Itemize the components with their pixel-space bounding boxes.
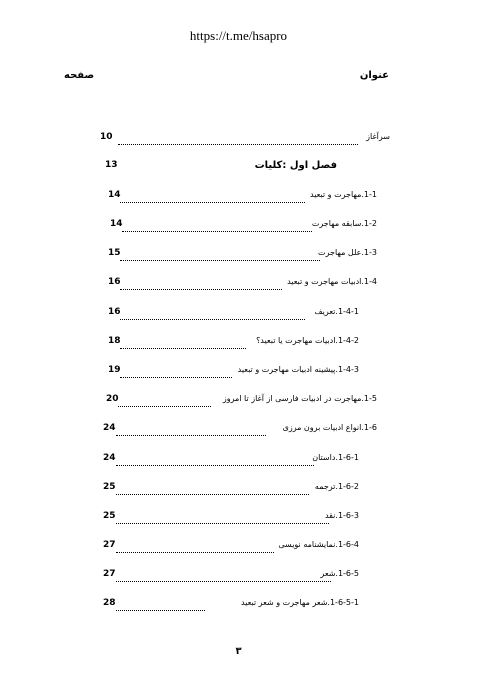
toc-entry-text: 1-1.مهاجرت و تبعید [310, 190, 377, 199]
leader-dots [120, 277, 282, 290]
leader-dots [118, 132, 358, 145]
toc-entry-text: فصل اول :کلیات [254, 160, 337, 171]
leader-dots [116, 423, 266, 436]
toc-page-number: 28 [103, 598, 116, 608]
toc-page-number: 13 [105, 160, 118, 170]
toc-entry-text: سرآغاز [366, 132, 390, 141]
toc-entry-text: 1-6-4.نمایشنامه نویسی [278, 540, 359, 549]
toc-entry-text: 1-4-1.تعریف [314, 307, 359, 316]
toc-entry-text: 1-3.علل مهاجرت [318, 248, 377, 257]
toc-page-number: 14 [108, 190, 121, 200]
toc-page-number: 14 [110, 219, 123, 229]
toc-entry-text: 1-4-3.پیشینه ادبیات مهاجرت و تبعید [237, 365, 359, 374]
toc-entry-text: 1-6-3.نقد [324, 511, 359, 520]
leader-dots [116, 540, 274, 553]
leader-dots [120, 307, 305, 320]
page-column-title: صفحه [64, 70, 95, 81]
toc-entry-text: 1-6-5-1.شعر مهاجرت و شعر تبعید [241, 598, 359, 607]
toc-page-number: 16 [108, 277, 121, 287]
toc-page-number: 24 [103, 453, 116, 463]
toc-entry-text: 1-5.مهاجرت در ادبیات فارسی از آغاز تا امروز [222, 394, 377, 403]
toc-page-number: 25 [103, 482, 116, 492]
toc-entry-text: 1-2.سابقه مهاجرت [311, 219, 377, 228]
leader-dots [120, 190, 305, 203]
toc-entry-text: 1-4.ادبیات مهاجرت و تبعید [287, 277, 377, 286]
toc-entry-text: 1-6.انواع ادبیات برون مرزی [282, 423, 377, 432]
leader-dots [116, 598, 205, 611]
toc-page-number: 10 [100, 132, 113, 142]
toc-page-number: 18 [108, 336, 121, 346]
leader-dots [120, 248, 320, 261]
leader-dots [116, 569, 331, 582]
header-url: https://t.me/hsapro [189, 28, 288, 43]
toc-entry-text: 1-6-5.شعر [320, 569, 359, 578]
toc-page-number: 16 [108, 307, 121, 317]
leader-dots [122, 219, 312, 232]
leader-dots [116, 453, 314, 466]
footer-page-number: ۳ [235, 646, 242, 657]
toc-page-number: 25 [103, 511, 116, 521]
leader-dots [116, 511, 329, 524]
toc-entry-text: 1-4-2.ادبیات مهاجرت یا تبعید؟ [256, 336, 359, 345]
leader-dots [120, 336, 246, 349]
toc-page-number: 27 [103, 569, 116, 579]
toc-page-number: 27 [103, 540, 116, 550]
heading-column-title: عنوان [359, 70, 389, 81]
leader-dots [118, 394, 211, 407]
toc-page-number: 24 [103, 423, 116, 433]
toc-page-number: 20 [106, 394, 119, 404]
leader-dots [116, 482, 309, 495]
leader-dots [120, 365, 232, 378]
toc-page-number: 15 [108, 248, 121, 258]
toc-page-number: 19 [108, 365, 121, 375]
toc-entry-text: 1-6-2.ترجمه [314, 482, 359, 491]
toc-entry-text: 1-6-1.داستان [312, 453, 359, 462]
